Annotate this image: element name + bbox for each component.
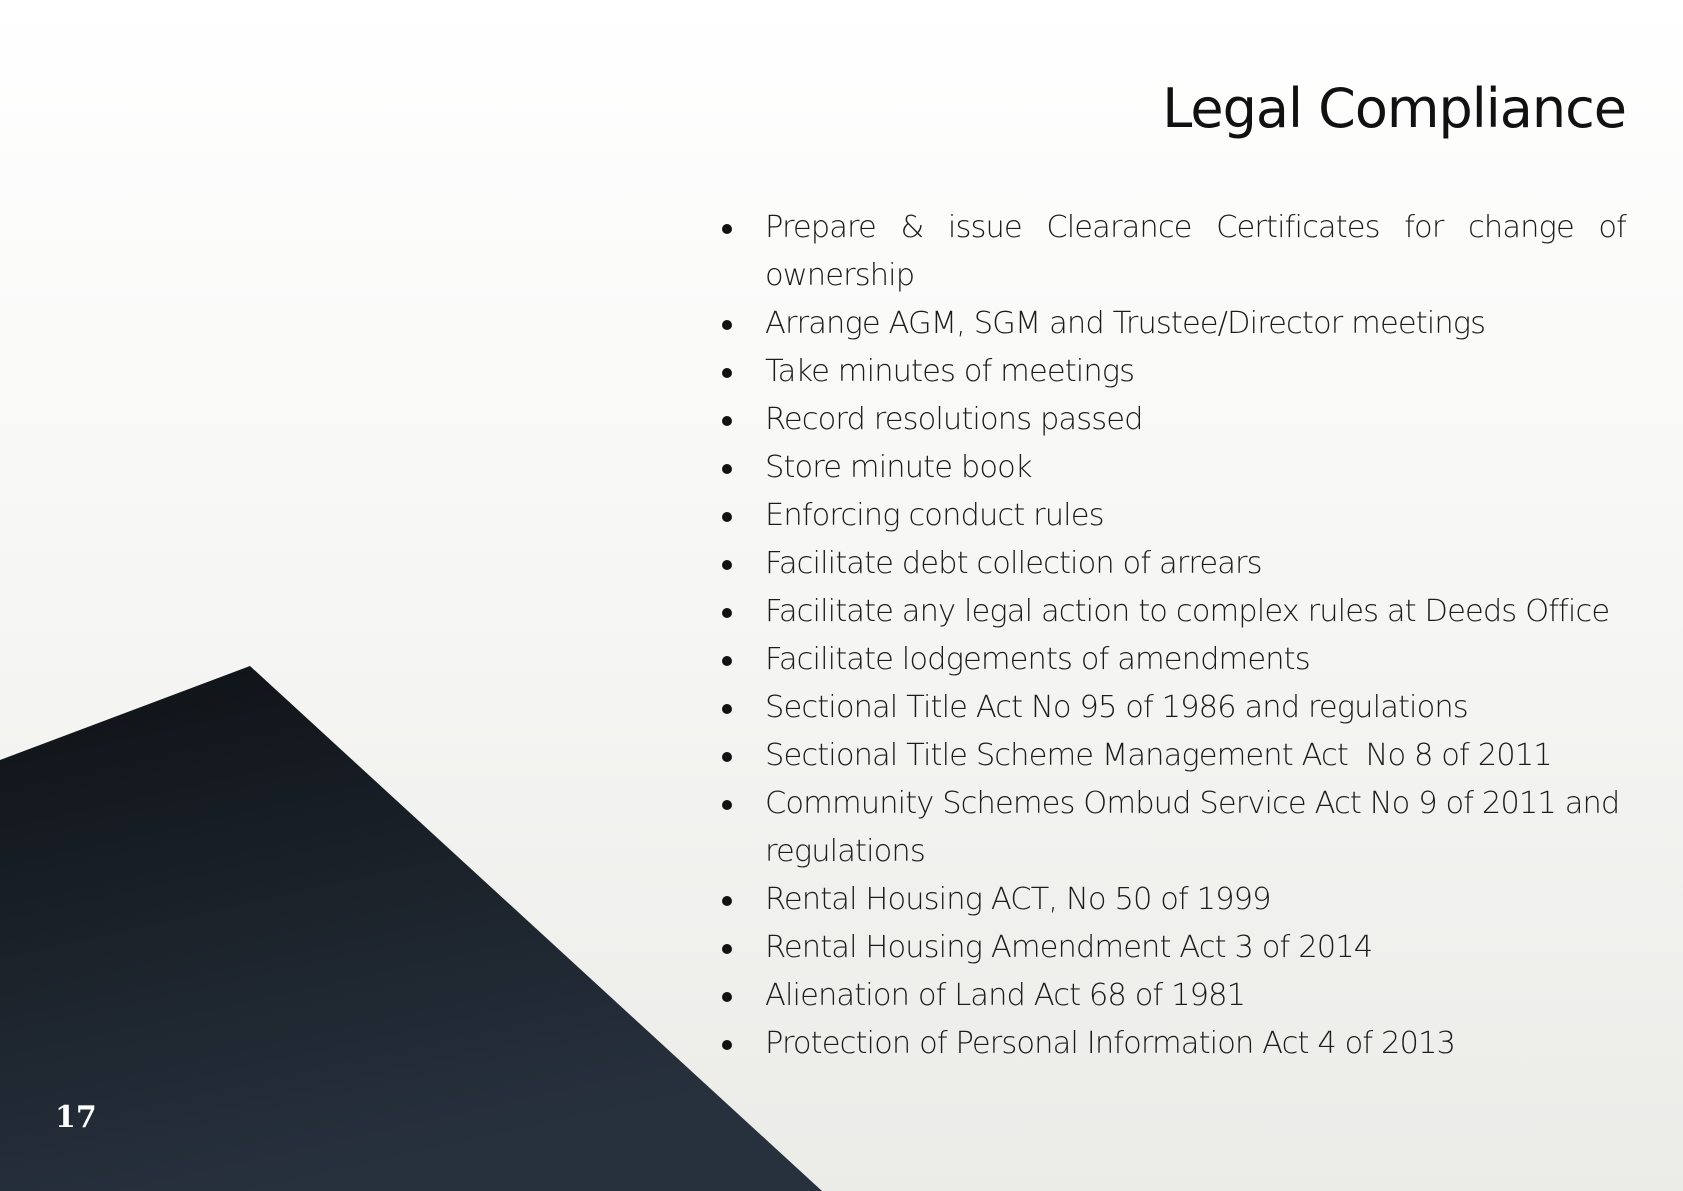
- bullet-icon: [722, 560, 732, 570]
- bullet-icon: [722, 896, 732, 906]
- list-item-text: Facilitate lodgements of amendments: [765, 642, 1310, 677]
- list-item-text: Sectional Title Act No 95 of 1986 and regulations: [765, 690, 1468, 725]
- bullet-icon: [722, 224, 732, 234]
- list-item-text: Arrange AGM, SGM and Trustee/Director meetings: [765, 306, 1486, 341]
- list-item: [718, 636, 1626, 684]
- bullet-icon: [722, 752, 732, 762]
- list-item-text: Facilitate debt collection of arrears: [765, 546, 1262, 581]
- list-item: [718, 348, 1626, 396]
- list-item-text: Facilitate any legal action to complex rules at Deeds Office: [765, 594, 1610, 629]
- list-item: [718, 924, 1626, 972]
- bullet-icon: [722, 1040, 732, 1050]
- bullet-icon: [722, 416, 732, 426]
- list-item: [718, 396, 1626, 444]
- list-item-text: Rental Housing ACT, No 50 of 1999: [765, 882, 1271, 917]
- list-item-text: Sectional Title Scheme Management Act No 8 of 2011: [765, 738, 1552, 773]
- bullet-icon: [722, 992, 732, 1002]
- list-item-text: Alienation of Land Act 68 of 1981: [765, 978, 1246, 1013]
- list-item: [718, 492, 1626, 540]
- list-item-text: Protection of Personal Information Act 4 of 2013: [765, 1026, 1456, 1061]
- dark-polygon: [0, 666, 822, 1191]
- list-item-text: Enforcing conduct rules: [765, 498, 1104, 533]
- bullet-icon: [722, 320, 732, 330]
- list-item-text: Community Schemes Ombud Service Act No 9 of 2011 and regulations: [765, 786, 1620, 869]
- list-item-text: Take minutes of meetings: [765, 354, 1135, 389]
- bullet-icon: [722, 704, 732, 714]
- list-item-text: Rental Housing Amendment Act 3 of 2014: [765, 930, 1373, 965]
- list-item-text: Prepare & issue Clearance Certificates for change of ownership: [765, 210, 1626, 293]
- compliance-list: [718, 204, 1626, 1068]
- bullet-icon: [722, 656, 732, 666]
- list-item: [718, 204, 1626, 300]
- list-item-text: Store minute book: [765, 450, 1032, 485]
- list-item: [718, 780, 1626, 876]
- bullet-icon: [722, 800, 732, 810]
- list-item: [718, 540, 1626, 588]
- bullet-icon: [722, 368, 732, 378]
- bullet-icon: [722, 944, 732, 954]
- bullet-icon: [722, 608, 732, 618]
- list-item: [718, 732, 1626, 780]
- list-item: [718, 684, 1626, 732]
- list-item: [718, 1020, 1626, 1068]
- list-item: [718, 588, 1626, 636]
- list-item: [718, 444, 1626, 492]
- page-number: 17: [55, 1100, 97, 1135]
- list-item: [718, 876, 1626, 924]
- list-item: [718, 300, 1626, 348]
- list-item: [718, 972, 1626, 1020]
- bullet-icon: [722, 464, 732, 474]
- bullet-icon: [722, 512, 732, 522]
- list-item-text: Record resolutions passed: [765, 402, 1143, 437]
- page-title: Legal Compliance: [1162, 77, 1626, 140]
